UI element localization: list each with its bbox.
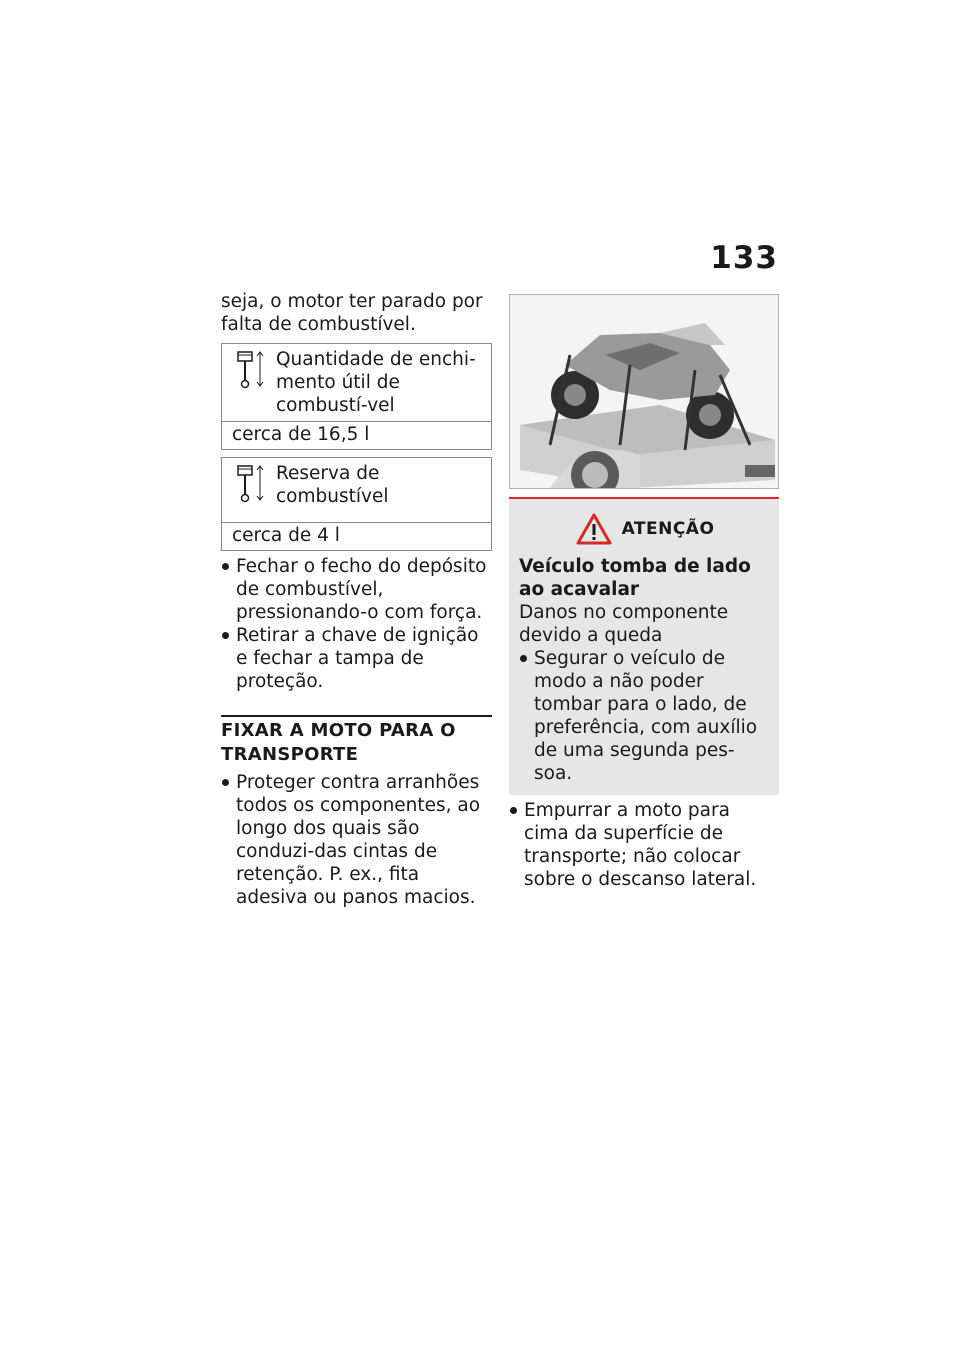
left-column	[221, 290, 492, 909]
intro-text: seja, o motor ter parado por falta de combustível.	[221, 291, 483, 335]
spec-label: Quantidade de enchi-mento útil de combustí-vel	[276, 349, 476, 416]
list-item: Fechar o fecho do depósito de combustível, pressionando-o com força.	[221, 555, 492, 624]
warning-triangle-icon	[576, 513, 612, 545]
spec-value: cerca de 16,5 l	[222, 421, 491, 449]
warning-text: Danos no componente devido a queda	[519, 602, 729, 646]
section-divider	[221, 715, 492, 717]
piston-icon	[232, 348, 266, 390]
spec-box-fuel-reserve	[221, 457, 492, 551]
piston-icon	[232, 462, 266, 504]
page-number: 133	[710, 240, 778, 276]
spec-value: cerca de 4 l	[222, 522, 491, 550]
bullet-list	[221, 555, 492, 693]
warning-subtitle: Veículo tomba de lado ao acavalar	[519, 556, 751, 600]
spec-label: Reserva de combustível	[276, 463, 389, 507]
bullet-list	[509, 799, 779, 891]
warning-box	[509, 499, 779, 795]
warning-list	[519, 647, 771, 785]
right-column	[509, 294, 779, 891]
section-title: FIXAR A MOTO PARA O TRANSPORTE	[221, 720, 456, 765]
list-item: Proteger contra arranhões todos os componentes, ao longo dos quais são conduzi-das cintas de retenção. P. ex., fita adesiva ou panos macios.	[221, 771, 492, 909]
motorcycle-trailer-photo	[509, 294, 779, 489]
spec-box-fuel-capacity	[221, 343, 492, 450]
list-item: Retirar a chave de ignição e fechar a tampa de proteção.	[221, 624, 492, 693]
list-item: Empurrar a moto para cima da superfície de transporte; não colocar sobre o descanso lateral.	[509, 799, 779, 891]
warning-title: ATENÇÃO	[621, 518, 715, 539]
list-item: Segurar o veículo de modo a não poder tombar para o lado, de preferência, com auxílio de uma segunda pes-soa.	[519, 647, 771, 785]
bullet-list	[221, 771, 492, 909]
